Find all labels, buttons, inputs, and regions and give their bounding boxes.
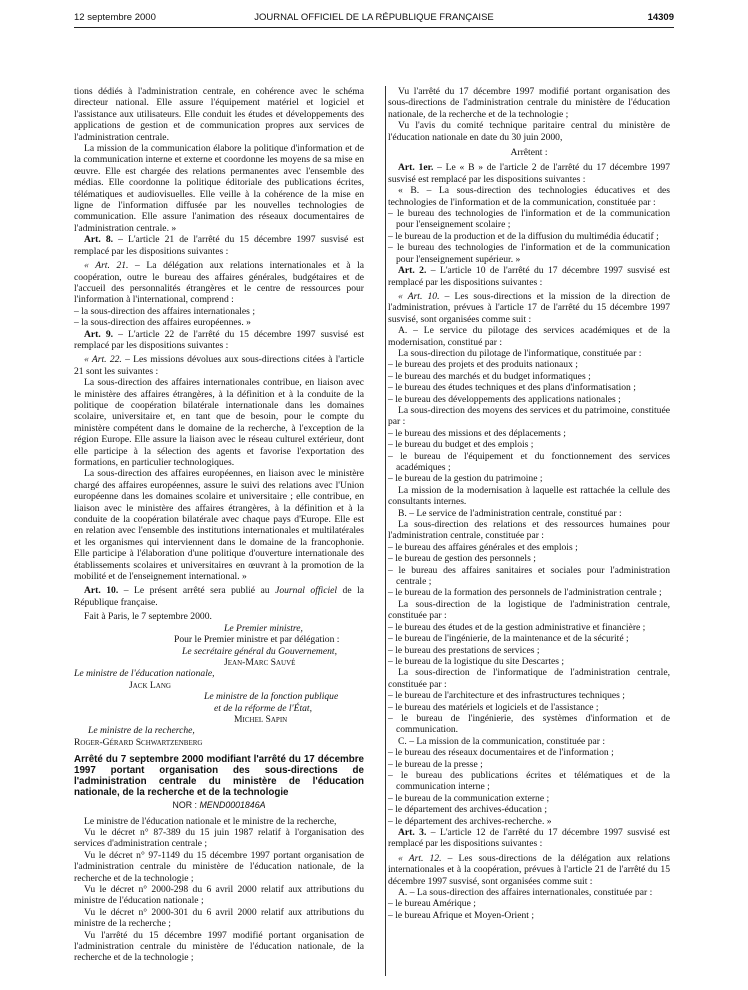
list-item: – le bureau de l'architecture et des infrastructures techniques ; [388, 690, 625, 702]
paragraph: La sous-direction des affaires internationales contribue, en liaison avec le ministère des affaires étrangères, à la définition et à la conduite de la politique de coopération bilatérale internationale dans les domaines scolaire, universitaire et, en tant que de besoin, pour le compte du ministère compétent dans le domaine de la recherche, à l'exception de la région Europe. Elle assure la liaison avec le réseau culturel extérieur, dont elle participe à la sélection des agents et favorise l'exportation des formations, en particulier technologiques. [74, 377, 364, 468]
signatory-role: Pour le Premier ministre et par délégation : [174, 634, 340, 646]
article-text: – L'article 10 de l'arrêté du 17 décembre 1997 susvisé est remplacé par les dispositions suivantes : [388, 265, 671, 288]
header-date: 12 septembre 2000 [74, 12, 156, 23]
article-10 [74, 585, 364, 608]
journal-officiel-ref: Journal officiel [275, 585, 338, 597]
list-item: – le bureau des études techniques et des plans d'informatisation ; [388, 382, 636, 394]
article-8 [74, 234, 364, 257]
visa: Vu l'arrêté du 17 décembre 1997 modifié portant organisation des sous-directions de l'administration centrale du ministère de l'éducation nationale, de la recherche et de la technologie ; [388, 86, 670, 120]
article-label: « Art. 12. [398, 852, 442, 864]
article-label: Art. 10. [84, 585, 119, 597]
paragraph: La sous-direction des moyens des services et du patrimoine, constituée par : [388, 404, 670, 428]
article-text: – Le présent arrêté sera publié au [118, 585, 276, 597]
list-item: – le bureau de la logistique du site Descartes ; [388, 655, 565, 667]
header-page-number: 14309 [647, 12, 674, 23]
nor-label: NOR : [172, 800, 200, 811]
article-text: – La délégation aux relations internationales et à la coopération, outre le bureau des affaires générales, budgétaires et de l'accueil des personnalités étrangères et le centre de ressources pour l'information à l'international, comprend : [74, 260, 364, 306]
article-label: « Art. 21. [84, 260, 129, 272]
signatory-name: Jack Lang [129, 679, 171, 691]
visa: Vu l'avis du comité technique paritaire central du ministère de l'éducation nationale en date du 30 juin 2000, [388, 120, 670, 143]
list-item: – le département des archives-éducation ; [388, 804, 548, 816]
paragraph: A. – Le service du pilotage des services académiques et de la modernisation, constitué par : [388, 325, 670, 348]
article-2 [388, 265, 670, 288]
list-item: – le bureau des publications écrites et télématiques et de la communication interne ; [388, 769, 670, 793]
list-item: – le bureau des technologies de l'information et de la communication pour l'enseignement supérieur. » [388, 242, 670, 265]
signatory-role: Le secrétaire général du Gouvernement, [182, 645, 337, 657]
article-10-new [388, 291, 670, 325]
list-item: – le bureau des technologies de l'information et de la communication pour l'enseignement scolaire ; [388, 208, 670, 231]
article-text: – Les missions dévolues aux sous-directions citées à l'article 21 sont les suivantes : [74, 354, 364, 377]
article-label: Art. 1er. [398, 162, 434, 174]
list-item: – le bureau des études et de la gestion administrative et financière ; [388, 621, 646, 633]
visa: Vu le décret n° 2000-298 du 6 avril 2000 relatif aux attributions du ministre de l'éducation nationale ; [74, 884, 364, 907]
article-text: – L'article 21 de l'arrêté du 15 décembre 1997 susvisé est remplacé par les dispositions suivantes : [74, 234, 365, 257]
signatory-role: Le ministre de la recherche, [88, 725, 195, 737]
paragraph: La mission de la communication élabore la politique d'information et de la communication interne et externe et coordonne les moyens de sa mise en œuvre. Elle est chargée des relations permanentes avec l'ensemble des médias. Elle coordonne la politique éditoriale des publications écrites, télématiques et audiovisuelles. Elle veille à la cohérence de la mise en ligne de l'information diffusée par les nouvelles technologies de communication. Elle assure l'animation des réseaux documentaires de l'administration centrale. » [74, 143, 364, 234]
list-item: – le bureau de la communication externe ; [388, 792, 550, 804]
paragraph: tions dédiés à l'administration centrale, en cohérence avec le schéma directeur national. Elle assure l'équipement matériel et logiciel et l'assistance aux utilisateurs. Elle conduit les études et développements des applications de gestion et de communication propres aux services de l'administration centrale. [74, 86, 364, 143]
list-item: – la sous-direction des affaires internationales ; [74, 305, 255, 317]
paragraph: Le ministre de l'éducation nationale et le ministre de la recherche, [84, 815, 337, 827]
decree-title: Arrêté du 7 septembre 2000 modifiant l'arrêté du 17 décembre 1997 portant organisation des sous-directions de l'administration centrale du ministère de l'éducation nationale, de la recherche et de la technologie [74, 754, 364, 799]
list-item: – le bureau des affaires générales et des emplois ; [388, 541, 578, 553]
article-text: – L'article 22 de l'arrêté du 15 décembre 1997 susvisé est remplacé par les dispositions suivantes : [74, 328, 365, 351]
paragraph: « B. – La sous-direction des technologies éducatives et des technologies de l'information et de la communication, constituée par : [388, 185, 670, 208]
article-22 [74, 354, 364, 377]
visa: Vu le décret n° 87-389 du 15 juin 1987 relatif à l'organisation des services d'administration centrale ; [74, 826, 364, 850]
list-item: – le département des archives-recherche. » [388, 815, 552, 827]
article-text: – Le « B » de l'article 2 de l'arrêté du 17 décembre 1997 susvisé est remplacé par les dispositions suivantes : [388, 162, 670, 185]
list-item: – le bureau des affaires sanitaires et sociales pour l'administration centrale ; [388, 564, 670, 588]
article-label: Art. 3. [398, 827, 427, 838]
list-item: – le bureau de gestion des personnels ; [388, 553, 536, 565]
visa: Vu le décret n° 97-1149 du 15 décembre 1997 portant organisation de l'administration centrale du ministère de l'éducation nationale, de la recherche et de la technologie ; [74, 849, 364, 884]
list-item: – le bureau des développements des applications nationales ; [388, 393, 621, 405]
signatory-name: Michel Sapin [234, 713, 288, 725]
article-text: de la République française. [74, 585, 365, 608]
paragraph: C. – La mission de la communication, constituée par : [398, 735, 606, 747]
list-item: – la sous-direction des affaires européennes. » [74, 317, 251, 329]
list-item: – le bureau des marchés et du budget informatiques ; [388, 370, 591, 382]
article-text: – Les sous-directions de la délégation aux relations internationales et à la coopération, prévues à l'article 21 de l'arrêté du 15 décembre 1997 susvisé, sont organisées comme suit : [388, 852, 671, 887]
article-1 [388, 162, 670, 185]
page-header [74, 12, 674, 26]
article-9 [74, 329, 364, 352]
list-item: – le bureau des projets et des produits nationaux ; [388, 359, 578, 371]
article-label: Art. 8. [84, 234, 114, 246]
left-column [74, 86, 364, 964]
paragraph: La sous-direction du pilotage de l'informatique, constituée par : [398, 347, 642, 359]
list-item: – le bureau de la gestion du patrimoine ; [388, 473, 543, 485]
list-item: – le bureau des matériels et logiciels et de l'assistance ; [388, 701, 599, 713]
list-item: – le bureau des prestations de services ; [388, 644, 540, 656]
nor-code: MEND0001846A [199, 800, 266, 811]
list-item: – le bureau Afrique et Moyen-Orient ; [388, 909, 534, 921]
visa: Vu l'arrêté du 15 décembre 1997 modifié portant organisation de l'administration centrale du ministère de l'éducation nationale, de la recherche et de la technologie ; [74, 929, 364, 964]
nor-reference [74, 800, 364, 811]
arretent: Arrêtent : [510, 147, 548, 159]
paragraph: La sous-direction des relations et des ressources humaines pour l'administration centrale, constituée par : [388, 519, 670, 542]
paragraph: La sous-direction de l'informatique de l'administration centrale, constituée par : [388, 667, 670, 690]
article-label: Art. 9. [84, 328, 114, 340]
article-label: « Art. 10. [398, 290, 440, 302]
header-rule [74, 27, 674, 28]
signatory-name: Jean-Marc Sauvé [224, 656, 296, 668]
article-text: – Les sous-directions et la mission de la direction de l'administration, prévues à l'article 17 de l'arrêté du 15 décembre 1997 susvisé, sont organisées comme suit : [388, 290, 670, 325]
list-item: – le bureau des réseaux documentaires et de l'information ; [388, 747, 614, 759]
signatory-role: et de la réforme de l'État, [214, 702, 312, 714]
signatory-role: Le ministre de l'éducation nationale, [74, 668, 215, 680]
article-text: – L'article 12 de l'arrêté du 17 décembre 1997 susvisé est remplacé par les dispositions suivantes : [388, 827, 671, 850]
paragraph: La sous-direction des affaires européennes, en liaison avec le ministère chargé des affaires européennes, assure le suivi des relations avec l'Union européenne dans les domaines scolaire et universitaire ; elle contribue, en liaison avec le ministère des affaires étrangères, à la définition et à la conduite de la coopération bilatérale avec chaque pays d'Europe. Elle est en relation avec l'ensemble des institutions internationales et multilatérales et les organismes qui interviennent dans le domaine de la francophonie. Elle participe à l'élaboration d'une politique d'ouverture internationale des établissements scolaires et universitaires en œuvrant à la promotion de la mobilité et de l'enseignement international. » [74, 468, 364, 583]
right-column [388, 86, 670, 921]
visa: Vu le décret n° 2000-301 du 6 avril 2000 relatif aux attributions du ministre de la recherche ; [74, 906, 364, 930]
list-item: – le bureau des missions et des déplacements ; [388, 427, 566, 439]
paragraph: A. – La sous-direction des affaires internationales, constituée par : [398, 887, 653, 899]
column-divider [385, 86, 386, 976]
article-12 [388, 853, 670, 887]
list-item: – le bureau de la presse ; [388, 758, 483, 770]
list-item: – le bureau du budget et des emplois ; [388, 439, 534, 451]
article-label: Art. 2. [398, 265, 427, 277]
header-journal-title: JOURNAL OFFICIEL DE LA RÉPUBLIQUE FRANÇAISE [254, 12, 494, 23]
list-item: – le bureau Amérique ; [388, 898, 476, 910]
article-21 [74, 260, 364, 306]
list-item: – le bureau de l'ingénierie, de la maintenance et de la sécurité ; [388, 633, 629, 645]
paragraph: La mission de la modernisation à laquelle est rattachée la cellule des consultants internes. [388, 484, 670, 508]
list-item: – le bureau de l'équipement et du fonctionnement des services académiques ; [388, 450, 670, 473]
paragraph: La sous-direction de la logistique de l'administration centrale, constituée par : [388, 598, 670, 622]
signatory-role: Le Premier ministre, [224, 622, 303, 634]
paragraph: B. – Le service de l'administration centrale, constitué par : [398, 507, 622, 519]
list-item: – le bureau de la production et de la diffusion du multimédia éducatif ; [388, 230, 659, 242]
article-3 [388, 827, 670, 850]
signatory-name: Roger-Gérard Schwartzenberg [74, 736, 203, 748]
list-item: – le bureau de la formation des personnels de l'administration centrale ; [388, 587, 662, 599]
list-item: – le bureau de l'ingénierie, des systèmes d'information et de communication. [388, 712, 670, 736]
signatory-role: Le ministre de la fonction publique [204, 691, 339, 703]
done-at-line: Fait à Paris, le 7 septembre 2000. [84, 611, 212, 623]
article-label: « Art. 22. [84, 354, 122, 366]
